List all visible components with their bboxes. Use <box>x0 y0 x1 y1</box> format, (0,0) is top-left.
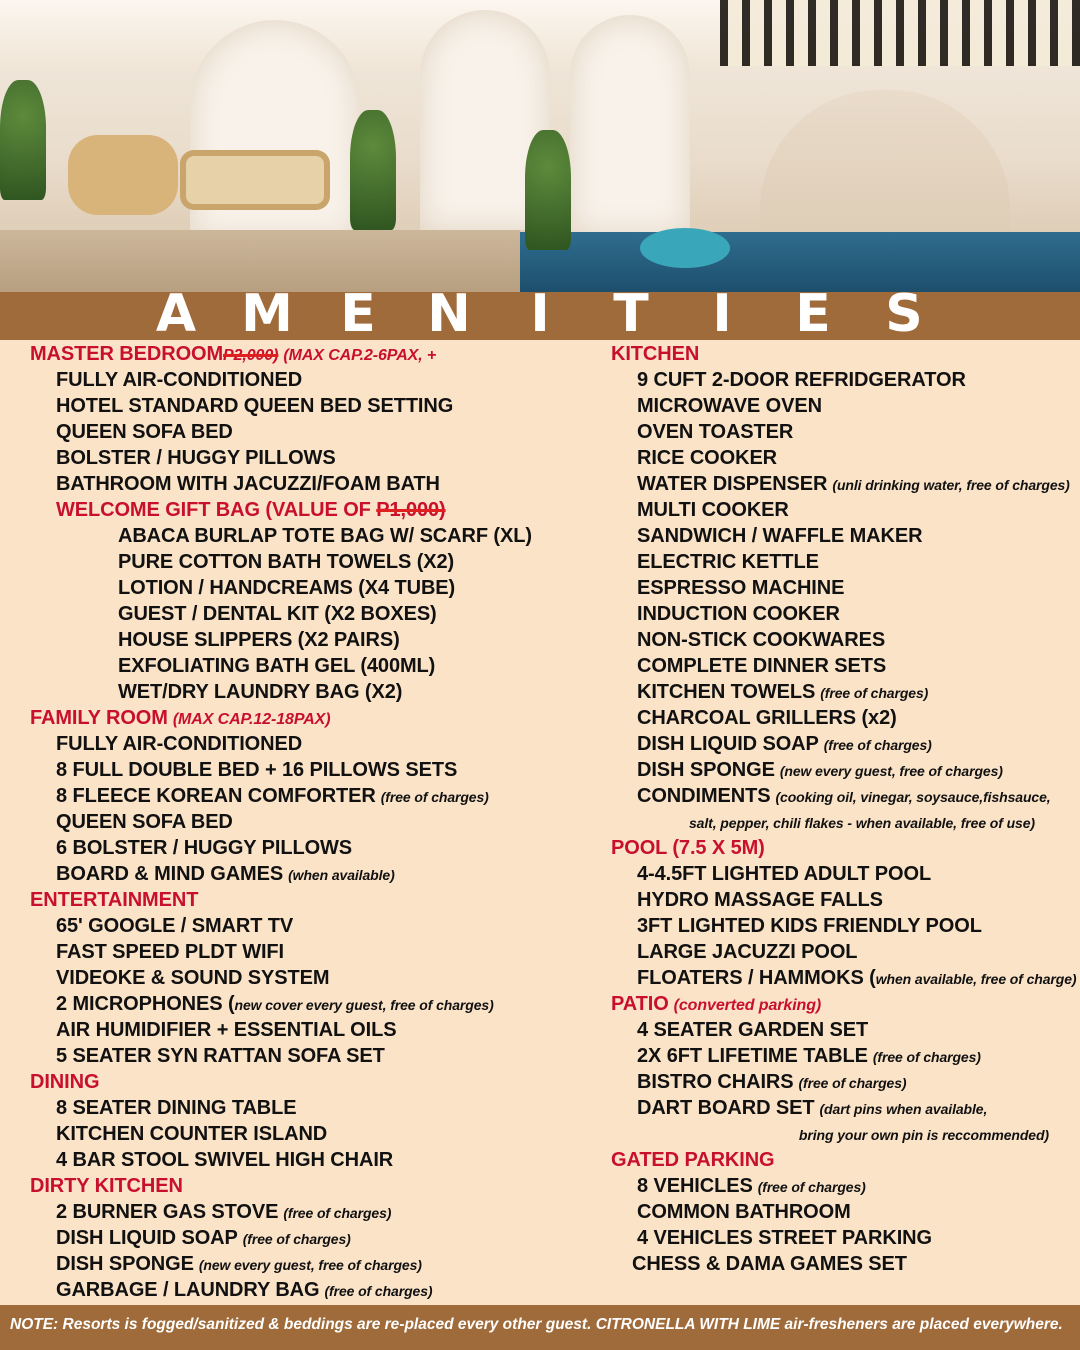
amenity-label: BATHROOM WITH JACUZZI/FOAM BATH <box>56 473 440 495</box>
amenity-note: (when available) <box>288 867 395 883</box>
pool <box>520 232 1080 292</box>
amenity-item <box>611 1225 1071 1251</box>
amenity-label: OVEN TOASTER <box>637 421 794 443</box>
amenity-label: VIDEOKE & SOUND SYSTEM <box>56 967 330 989</box>
amenity-label: FULLY AIR-CONDITIONED <box>56 369 303 391</box>
amenity-item <box>30 861 590 887</box>
amenity-item <box>611 1017 1071 1043</box>
amenity-label: DISH LIQUID SOAP <box>56 1227 238 1249</box>
arch-right <box>570 15 690 235</box>
amenity-note: (free of charges) <box>242 1231 351 1247</box>
amenity-label: NON-STICK COOKWARES <box>637 629 886 651</box>
amenity-label: 2 MICROPHONES ( <box>56 993 235 1015</box>
amenity-item <box>30 1277 590 1303</box>
amenity-item <box>30 783 590 809</box>
amenity-item <box>30 913 590 939</box>
amenity-label: 9 CUFT 2-DOOR REFRIDGERATOR <box>637 369 966 391</box>
section-title: GATED PARKING <box>611 1149 775 1171</box>
amenity-note: (new every guest, free of charges) <box>779 763 1003 779</box>
amenity-label: ESPRESSO MACHINE <box>637 577 845 599</box>
amenity-item <box>30 471 590 497</box>
skylight-window <box>720 0 1080 66</box>
amenity-label: CHARCOAL GRILLERS (x2) <box>637 707 897 729</box>
amenity-item <box>30 1147 590 1173</box>
rattan-sofa <box>180 150 330 210</box>
gift-bag-item <box>30 523 590 549</box>
amenity-note-continued <box>611 809 1071 835</box>
amenity-label: ELECTRIC KETTLE <box>637 551 819 573</box>
amenity-item <box>611 627 1071 653</box>
section-title: KITCHEN <box>611 343 700 365</box>
floor <box>0 230 520 292</box>
title-letter: N <box>427 284 471 344</box>
amenity-item <box>611 861 1071 887</box>
amenity-label: LOTION / HANDCREAMS (X4 TUBE) <box>118 577 456 599</box>
amenity-note: salt, pepper, chili flakes - when available, free of use) <box>689 815 1035 831</box>
amenities-left-column <box>30 341 590 1303</box>
amenity-note: (dart pins when available, <box>819 1101 988 1117</box>
amenity-label: PURE COTTON BATH TOWELS (X2) <box>118 551 455 573</box>
amenity-label: RICE COOKER <box>637 447 778 469</box>
amenity-label: HOUSE SLIPPERS (X2 PAIRS) <box>118 629 400 651</box>
amenity-note: (free of charges) <box>380 789 489 805</box>
amenities-title <box>0 286 1080 342</box>
title-letter: T <box>613 284 649 344</box>
gift-bag-item <box>30 679 590 705</box>
amenity-item <box>611 731 1071 757</box>
amenity-note: (free of charges) <box>823 737 932 753</box>
amenity-item <box>611 913 1071 939</box>
amenity-label: WATER DISPENSER <box>637 473 828 495</box>
amenity-label: 8 SEATER DINING TABLE <box>56 1097 297 1119</box>
section-heading <box>30 1173 590 1199</box>
rattan-chair <box>68 135 178 215</box>
section-heading <box>30 705 590 731</box>
title-letter: E <box>795 284 831 344</box>
section-heading <box>30 1069 590 1095</box>
amenity-item <box>611 705 1071 731</box>
amenity-item <box>30 1251 590 1277</box>
amenity-item <box>611 393 1071 419</box>
amenity-label: 4 BAR STOOL SWIVEL HIGH CHAIR <box>56 1149 394 1171</box>
amenity-label: DART BOARD SET <box>637 1097 815 1119</box>
gift-bag-item <box>30 653 590 679</box>
amenity-label: LARGE JACUZZI POOL <box>637 941 858 963</box>
amenities-right-column <box>611 341 1077 1277</box>
amenity-label: HOTEL STANDARD QUEEN BED SETTING <box>56 395 454 417</box>
section-title: DINING <box>30 1071 100 1093</box>
amenity-label: FLOATERS / HAMMOKS ( <box>637 967 876 989</box>
amenity-item <box>30 419 590 445</box>
amenity-label: QUEEN SOFA BED <box>56 421 233 443</box>
amenity-item <box>611 601 1071 627</box>
section-heading <box>611 1147 1071 1173</box>
amenity-item <box>30 367 590 393</box>
section-heading <box>611 835 1071 861</box>
amenity-label: BOARD & MIND GAMES <box>56 863 284 885</box>
amenity-label: FAST SPEED PLDT WIFI <box>56 941 285 963</box>
strikethrough-price: P1,000) <box>376 499 446 521</box>
section-heading <box>30 341 590 367</box>
gift-bag-item <box>30 601 590 627</box>
amenity-item <box>30 1017 590 1043</box>
amenity-item <box>611 887 1071 913</box>
section-title: MASTER BEDROOM <box>30 343 224 365</box>
amenity-note: (new every guest, free of charges) <box>198 1257 422 1273</box>
section-heading <box>611 341 1071 367</box>
amenity-item <box>611 575 1071 601</box>
amenity-label: BISTRO CHAIRS <box>637 1071 794 1093</box>
amenity-label: MULTI COOKER <box>637 499 789 521</box>
amenity-label: SANDWICH / WAFFLE MAKER <box>637 525 923 547</box>
title-letter: A <box>155 284 197 344</box>
amenity-note: (free of charges) <box>872 1049 981 1065</box>
amenity-label: GUEST / DENTAL KIT (X2 BOXES) <box>118 603 437 625</box>
title-letter: M <box>241 284 293 344</box>
amenity-item <box>30 1199 590 1225</box>
amenity-item <box>611 497 1071 523</box>
amenity-item <box>30 991 590 1017</box>
amenity-label: COMPLETE DINNER SETS <box>637 655 887 677</box>
amenity-item <box>611 1095 1071 1121</box>
amenity-label: 4 SEATER GARDEN SET <box>637 1019 869 1041</box>
title-letter: I <box>530 284 550 344</box>
amenity-item <box>611 1199 1071 1225</box>
amenity-label: 8 VEHICLES <box>637 1175 753 1197</box>
gift-bag-item <box>30 575 590 601</box>
amenity-item <box>611 367 1071 393</box>
amenity-label: 8 FULL DOUBLE BED + 16 PILLOWS SETS <box>56 759 458 781</box>
section-heading <box>30 887 590 913</box>
amenity-label: WET/DRY LAUNDRY BAG (X2) <box>118 681 403 703</box>
amenity-item <box>611 965 1077 991</box>
amenity-note: bring your own pin is reccommended) <box>798 1127 1049 1143</box>
gift-bag-item <box>30 549 590 575</box>
footer-note: NOTE: Resorts is fogged/sanitized & beddings are re-placed every other guest. CITRONELLA WITH LIME air-fresheners are placed everywhere. <box>10 1316 1063 1333</box>
amenity-label: 2 BURNER GAS STOVE <box>56 1201 279 1223</box>
amenity-label: GARBAGE / LAUNDRY BAG <box>56 1279 320 1301</box>
amenity-note: (free of charges) <box>324 1283 433 1299</box>
amenity-label: 6 BOLSTER / HUGGY PILLOWS <box>56 837 353 859</box>
amenity-note: (cooking oil, vinegar, soysauce,fishsauce, <box>775 789 1051 805</box>
amenity-note: (free of charges) <box>820 685 929 701</box>
amenity-note: (MAX CAP.2-6PAX, + <box>283 347 437 364</box>
amenity-label: MICROWAVE OVEN <box>637 395 822 417</box>
amenity-note: new cover every guest, free of charges) <box>234 997 494 1013</box>
amenity-item <box>30 835 590 861</box>
amenity-label: QUEEN SOFA BED <box>56 811 233 833</box>
amenity-item <box>611 419 1071 445</box>
amenity-item <box>611 783 1071 809</box>
amenity-item <box>611 549 1071 575</box>
section-title: ENTERTAINMENT <box>30 889 199 911</box>
gift-bag-heading <box>30 497 590 523</box>
amenity-item <box>611 1251 1071 1277</box>
amenity-label: 65' GOOGLE / SMART TV <box>56 915 294 937</box>
resort-interior-photo <box>0 0 1080 292</box>
amenity-item <box>30 1095 590 1121</box>
amenity-note: (unli drinking water, free of charges) <box>832 477 1070 493</box>
amenity-item <box>611 523 1071 549</box>
plant-icon <box>525 130 571 250</box>
amenity-item <box>30 965 590 991</box>
amenity-label: 4 VEHICLES STREET PARKING <box>637 1227 932 1249</box>
pool-float <box>640 228 730 268</box>
amenity-label: AIR HUMIDIFIER + ESSENTIAL OILS <box>56 1019 397 1041</box>
title-letter: I <box>712 284 732 344</box>
amenity-note: (converted parking) <box>673 997 822 1014</box>
title-letter: S <box>885 284 923 344</box>
section-title: FAMILY ROOM <box>30 707 168 729</box>
amenity-item <box>30 939 590 965</box>
amenity-label: 2X 6FT LIFETIME TABLE <box>637 1045 868 1067</box>
amenity-item <box>611 1173 1071 1199</box>
title-letter: E <box>340 284 376 344</box>
plant-icon <box>0 80 46 200</box>
section-title: POOL (7.5 X 5M) <box>611 837 765 859</box>
amenity-label: WELCOME GIFT BAG (VALUE OF <box>56 499 377 521</box>
amenity-item <box>611 757 1071 783</box>
amenity-label: BOLSTER / HUGGY PILLOWS <box>56 447 336 469</box>
amenity-note: (free of charges) <box>757 1179 866 1195</box>
section-title: DIRTY KITCHEN <box>30 1175 183 1197</box>
amenity-label: HYDRO MASSAGE FALLS <box>637 889 883 911</box>
amenity-item <box>611 471 1071 497</box>
amenity-label: COMMON BATHROOM <box>637 1201 851 1223</box>
plant-icon <box>350 110 396 230</box>
amenity-label: CONDIMENTS <box>637 785 771 807</box>
amenity-note: (free of charges) <box>283 1205 392 1221</box>
amenity-item <box>611 939 1071 965</box>
section-heading <box>611 991 1071 1017</box>
amenity-item <box>30 809 590 835</box>
amenity-item <box>30 1043 590 1069</box>
amenity-item <box>30 1121 590 1147</box>
amenity-item <box>30 731 590 757</box>
amenity-item <box>30 393 590 419</box>
amenity-item <box>30 1225 590 1251</box>
amenity-label: ABACA BURLAP TOTE BAG W/ SCARF (XL) <box>118 525 532 547</box>
strikethrough-price: P2,000) <box>223 347 279 364</box>
amenity-label: CHESS & DAMA GAMES SET <box>632 1253 907 1275</box>
amenity-label: 5 SEATER SYN RATTAN SOFA SET <box>56 1045 385 1067</box>
amenity-label: INDUCTION COOKER <box>637 603 840 625</box>
amenity-label: DISH SPONGE <box>637 759 775 781</box>
amenity-item <box>30 757 590 783</box>
amenity-label: DISH SPONGE <box>56 1253 194 1275</box>
amenity-label: 3FT LIGHTED KIDS FRIENDLY POOL <box>637 915 982 937</box>
amenity-item <box>611 1043 1071 1069</box>
amenity-note: when available, free of charge) <box>875 971 1077 987</box>
amenity-item <box>611 445 1071 471</box>
amenity-item <box>611 1069 1071 1095</box>
amenity-label: KITCHEN COUNTER ISLAND <box>56 1123 328 1145</box>
amenity-label: EXFOLIATING BATH GEL (400ML) <box>118 655 436 677</box>
gift-bag-item <box>30 627 590 653</box>
amenity-label: FULLY AIR-CONDITIONED <box>56 733 303 755</box>
amenity-item <box>611 653 1071 679</box>
amenity-label: KITCHEN TOWELS <box>637 681 816 703</box>
amenity-note-continued <box>611 1121 1071 1147</box>
amenity-item <box>611 679 1071 705</box>
amenity-label: 8 FLEECE KOREAN COMFORTER <box>56 785 376 807</box>
section-title: PATIO <box>611 993 669 1015</box>
amenity-item <box>30 445 590 471</box>
amenity-note: (MAX CAP.12-18PAX) <box>172 711 331 728</box>
amenity-label: DISH LIQUID SOAP <box>637 733 819 755</box>
amenity-note: (free of charges) <box>798 1075 907 1091</box>
amenity-label: 4-4.5FT LIGHTED ADULT POOL <box>637 863 932 885</box>
